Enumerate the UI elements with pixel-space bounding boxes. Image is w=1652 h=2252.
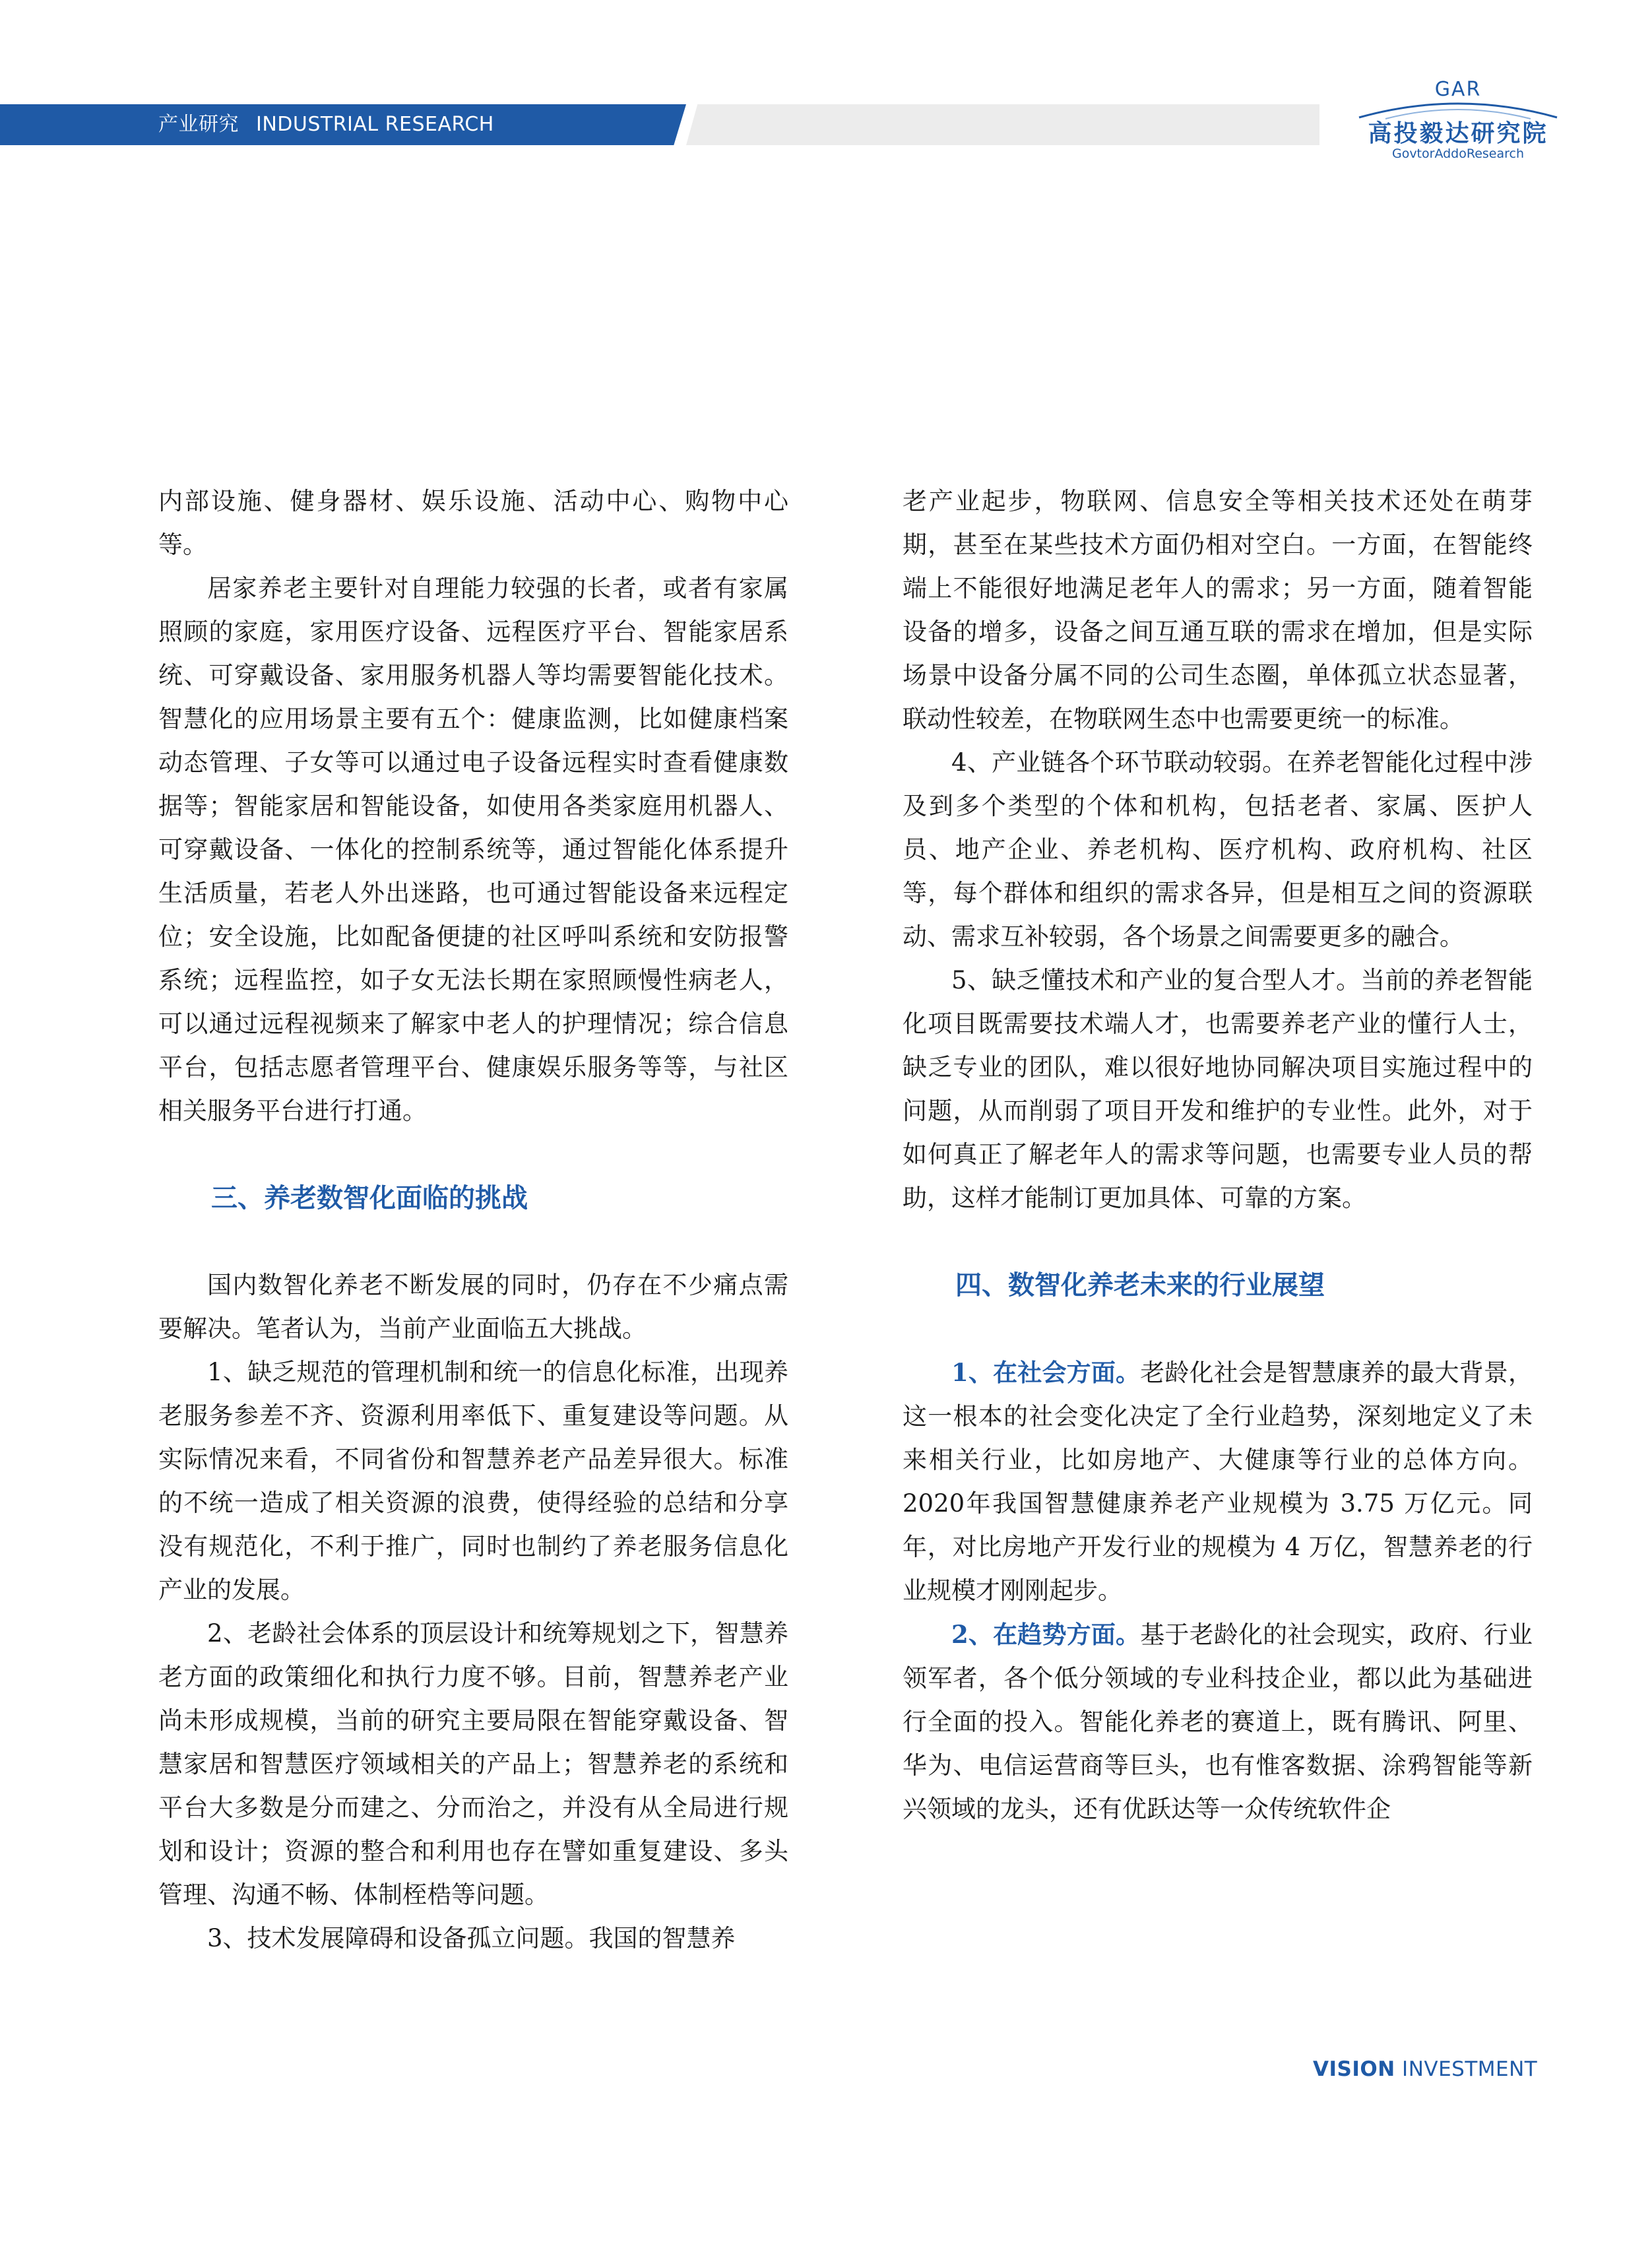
section-label-en: INDUSTRIAL RESEARCH (256, 113, 494, 136)
paragraph: 2、老龄社会体系的顶层设计和统筹规划之下，智慧养老方面的政策细化和执行力度不够。目前，智慧养老产业尚未形成规模，当前的研究主要局限在智能穿戴设备、智慧家居和智慧医疗领域相关的产品上；智慧养老的系统和平台大多数是分而建之、分而治之，并没有从全局进行规划和设计；资源的整合和利用也存在譬如重复建设、多头管理、沟通不畅、体制桎梏等问题。 (158, 1619, 788, 1909)
paragraph: 5、缺乏懂技术和产业的复合型人才。当前的养老智能化项目既需要技术端人才，也需要养老产业的懂行人士，缺乏专业的团队，难以很好地协同解决项目实施过程中的问题，从而削弱了项目开发和维护的专业性。此外，对于如何真正了解老年人的需求等问题，也需要专业人员的帮助，这样才能制订更加具体、可靠的方案。 (903, 966, 1533, 1212)
logo-en: GovtorAddoResearch (1391, 146, 1525, 161)
paragraph-body: 基于老龄化的社会现实，政府、行业领军者，各个低分领域的专业科技企业，都以此为基础进行全面的投入。智能化养老的赛道上，既有腾讯、阿里、华为、电信运营商等巨头，也有惟客数据、涂鸦智能等新兴领域的龙头，还有优跃达等一众传统软件企 (903, 1621, 1533, 1823)
section-label (158, 104, 494, 145)
paragraph-lead: 1、在社会方面。 (951, 1358, 1141, 1387)
paragraph (903, 1351, 1533, 1613)
paragraph: 居家养老主要针对自理能力较强的长者，或者有家属照顾的家庭，家用医疗设备、远程医疗平台、智能家居系统、可穿戴设备、家用服务机器人等均需要智能化技术。智慧化的应用场景主要有五个：健康监测，比如健康档案动态管理、子女等可以通过电子设备远程实时查看健康数据等；智能家居和智能设备，如使用各类家庭用机器人、可穿戴设备、一体化的控制系统等，通过智能化体系提升生活质量，若老人外出迷路，也可通过智能设备来远程定位；安全设施，比如配备便捷的社区呼叫系统和安防报警系统；远程监控，如子女无法长期在家照顾慢性病老人，可以通过远程视频来了解家中老人的护理情况；综合信息平台，包括志愿者管理平台、健康娱乐服务等等，与社区相关服务平台进行打通。 (158, 574, 788, 1125)
right-column (903, 480, 1533, 1831)
paragraph: 国内数智化养老不断发展的同时，仍存在不少痛点需要解决。笔者认为，当前产业面临五大挑战。 (158, 1271, 788, 1343)
gar-logo (1333, 73, 1583, 165)
section-label-cn: 产业研究 (158, 113, 239, 136)
paragraph: 1、缺乏规范的管理机制和统一的信息化标准，出现养老服务参差不齐、资源利用率低下、重复建设等问题。从实际情况来看，不同省份和智慧养老产品差异很大。标准的不统一造成了相关资源的浪费，使得经验的总结和分享没有规范化，不利于推广，同时也制约了养老服务信息化产业的发展。 (158, 1358, 788, 1604)
paragraph-body: 老龄化社会是智慧康养的最大背景，这一根本的社会变化决定了全行业趋势，深刻地定义了未来相关行业，比如房地产、大健康等行业的总体方向。2020年我国智慧健康养老产业规模为 3.75 万亿元。同年，对比房地产开发行业的规模为 4 万亿，智慧养老的行业规模才刚刚起步。 (903, 1359, 1533, 1605)
paragraph: 4、产业链各个环节联动较弱。在养老智能化过程中涉及到多个类型的个体和机构，包括老者、家属、医护人员、地产企业、养老机构、医疗机构、政府机构、社区等，每个群体和组织的需求各异，但是相互之间的资源联动、需求互补较弱，各个场景之间需要更多的融合。 (903, 748, 1533, 951)
paragraph-lead: 2、在趋势方面。 (951, 1620, 1141, 1649)
footer-brand-normal: INVESTMENT (1402, 2057, 1538, 2081)
header-band-gray (686, 104, 1319, 145)
paragraph: 内部设施、健身器材、娱乐设施、活动中心、购物中心等。 (158, 487, 788, 559)
logo-cn: 高投毅达研究院 (1368, 120, 1548, 147)
logo-abbr: GAR (1434, 78, 1482, 101)
left-column (158, 480, 788, 1960)
footer-brand-bold: VISION (1313, 2057, 1395, 2081)
paragraph (903, 1613, 1533, 1831)
paragraph: 3、技术发展障碍和设备孤立问题。我国的智慧养 (207, 1924, 736, 1952)
footer-brand (1313, 2057, 1537, 2081)
paragraph: 老产业起步，物联网、信息安全等相关技术还处在萌芽期，甚至在某些技术方面仍相对空白。一方面，在智能终端上不能很好地满足老年人的需求；另一方面，随着智能设备的增多，设备之间互通互联的需求在增加，但是实际场景中设备分属不同的公司生态圈，单体孤立状态显著，联动性较差，在物联网生态中也需要更统一的标准。 (903, 487, 1533, 733)
section-heading-4: 四、数智化养老未来的行业展望 (955, 1270, 1325, 1301)
section-heading-3: 三、养老数智化面临的挑战 (211, 1183, 528, 1213)
